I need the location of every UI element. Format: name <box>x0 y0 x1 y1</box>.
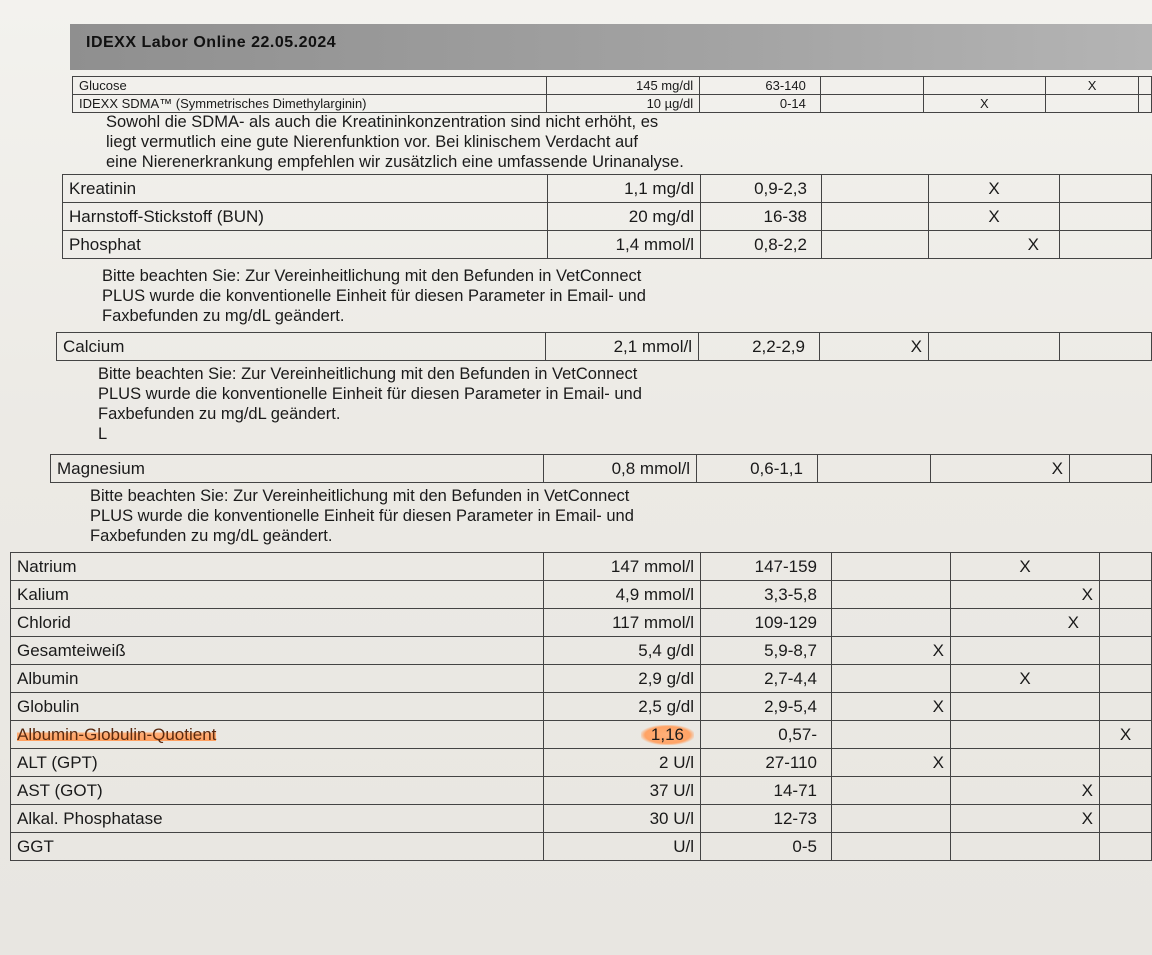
flag-mark: X <box>951 777 1100 805</box>
param-value: 4,9 mmol/l <box>544 581 701 609</box>
param-name: Calcium <box>57 333 546 361</box>
flag-mark: X <box>832 693 951 721</box>
param-ref-range: 3,3-5,8 <box>701 581 832 609</box>
param-ref-range: 0,9-2,3 <box>701 175 822 203</box>
table-row <box>11 805 1152 833</box>
table-row <box>63 231 1152 259</box>
param-name: Kreatinin <box>63 175 548 203</box>
param-name: ALT (GPT) <box>11 749 544 777</box>
table-row <box>63 175 1152 203</box>
results-table-calcium <box>56 332 1152 361</box>
table-row <box>11 609 1152 637</box>
table-row <box>51 455 1152 483</box>
flag-mark: X <box>1100 721 1152 749</box>
table-row <box>11 553 1152 581</box>
param-ref-range: 0,8-2,2 <box>701 231 822 259</box>
param-name: IDEXX SDMA™ (Symmetrisches Dimethylarginin) <box>73 95 547 113</box>
param-name: Glucose <box>73 77 547 95</box>
flag-mark: X <box>929 175 1060 203</box>
flag-mark: X <box>820 333 929 361</box>
flag-mark: X <box>951 553 1100 581</box>
param-ref-range: 27-110 <box>701 749 832 777</box>
param-ref-range: 16-38 <box>701 203 822 231</box>
param-ref-range: 12-73 <box>701 805 832 833</box>
param-ref-range: 0,6-1,1 <box>697 455 818 483</box>
param-value: 2,9 g/dl <box>544 665 701 693</box>
param-name: Natrium <box>11 553 544 581</box>
flag-mark: X <box>951 805 1100 833</box>
param-name: Harnstoff-Stickstoff (BUN) <box>63 203 548 231</box>
param-ref-range: 14-71 <box>701 777 832 805</box>
table-row <box>11 777 1152 805</box>
table-row <box>11 581 1152 609</box>
param-ref-range: 0-14 <box>700 95 821 113</box>
note-unit-change: Bitte beachten Sie: Zur Vereinheitlichung mit den Befunden in VetConnect PLUS wurde die konventionelle Einheit für diesen Parameter in Email- und Faxbefunden zu mg/dL geändert. <box>102 267 646 325</box>
flag-mark: X <box>951 665 1100 693</box>
results-table-chemistry <box>10 552 1152 861</box>
table-row <box>11 637 1152 665</box>
param-ref-range: 0-5 <box>701 833 832 861</box>
highlight-marker: Albumin-Globulin-Quotient <box>17 724 217 744</box>
param-ref-range: 109-129 <box>701 609 832 637</box>
param-name: Magnesium <box>51 455 544 483</box>
flag-mark: X <box>951 581 1100 609</box>
flag-mark: X <box>929 203 1060 231</box>
flag-mark <box>951 833 1100 861</box>
param-value: 37 U/l <box>544 777 701 805</box>
flag-mark: X <box>1046 77 1139 95</box>
param-ref-range: 63-140 <box>700 77 821 95</box>
param-value: 147 mmol/l <box>544 553 701 581</box>
table-row <box>63 203 1152 231</box>
flag-mark: X <box>832 749 951 777</box>
param-ref-range: 2,2-2,9 <box>699 333 820 361</box>
table-row <box>11 749 1152 777</box>
param-value: 30 U/l <box>544 805 701 833</box>
param-name: Alkal. Phosphatase <box>11 805 544 833</box>
flag-mark: X <box>923 95 1046 113</box>
table-row <box>73 95 1152 113</box>
param-name: Globulin <box>11 693 544 721</box>
param-value: 145 mg/dl <box>547 77 700 95</box>
param-name-highlighted <box>11 721 544 749</box>
param-value: U/l <box>544 833 701 861</box>
param-name: GGT <box>11 833 544 861</box>
table-row-highlighted <box>11 721 1152 749</box>
param-value: 1,1 mg/dl <box>548 175 701 203</box>
param-ref-range: 0,57- <box>701 721 832 749</box>
param-value: 20 mg/dl <box>548 203 701 231</box>
param-value-highlighted <box>544 721 701 749</box>
param-name: Albumin <box>11 665 544 693</box>
table-row <box>57 333 1152 361</box>
table-row <box>73 77 1152 95</box>
flag-mark: X <box>931 455 1070 483</box>
note-kidney: Sowohl die SDMA- als auch die Kreatininkonzentration sind nicht erhöht, es liegt vermutlich eine gute Nierenfunktion vor. Bei klinischem Verdacht auf eine Nierenerkrankung empfehlen wir zusätzlich eine umfassende Urinanalyse. <box>106 113 684 171</box>
param-value: 0,8 mmol/l <box>544 455 697 483</box>
param-name: Gesamteiweiß <box>11 637 544 665</box>
param-value: 10 µg/dl <box>547 95 700 113</box>
param-value: 2,5 g/dl <box>544 693 701 721</box>
table-row <box>11 665 1152 693</box>
param-name: Phosphat <box>63 231 548 259</box>
param-name: Kalium <box>11 581 544 609</box>
results-table-glucose-sdma <box>72 76 1152 113</box>
results-table-magnesium <box>50 454 1152 483</box>
note-unit-change: Bitte beachten Sie: Zur Vereinheitlichung mit den Befunden in VetConnect PLUS wurde die konventionelle Einheit für diesen Parameter in Email- und Faxbefunden zu mg/dL geändert. <box>90 487 634 545</box>
flag-mark: X <box>832 637 951 665</box>
param-value: 1,4 mmol/l <box>548 231 701 259</box>
param-value: 2 U/l <box>544 749 701 777</box>
param-ref-range: 2,9-5,4 <box>701 693 832 721</box>
param-ref-range: 147-159 <box>701 553 832 581</box>
param-value: 117 mmol/l <box>544 609 701 637</box>
param-value: 5,4 g/dl <box>544 637 701 665</box>
note-unit-change: Bitte beachten Sie: Zur Vereinheitlichung mit den Befunden in VetConnect PLUS wurde die konventionelle Einheit für diesen Parameter in Email- und Faxbefunden zu mg/dL geändert. L <box>98 365 642 443</box>
report-title: IDEXX Labor Online 22.05.2024 <box>86 34 337 51</box>
param-ref-range: 5,9-8,7 <box>701 637 832 665</box>
flag-mark: X <box>951 609 1100 637</box>
param-value: 2,1 mmol/l <box>546 333 699 361</box>
param-name: Chlorid <box>11 609 544 637</box>
table-row <box>11 833 1152 861</box>
highlight-marker: 1,16 <box>641 725 694 745</box>
param-ref-range: 2,7-4,4 <box>701 665 832 693</box>
results-table-kidney <box>62 174 1152 259</box>
flag-mark: X <box>929 231 1060 259</box>
param-name: AST (GOT) <box>11 777 544 805</box>
table-row <box>11 693 1152 721</box>
